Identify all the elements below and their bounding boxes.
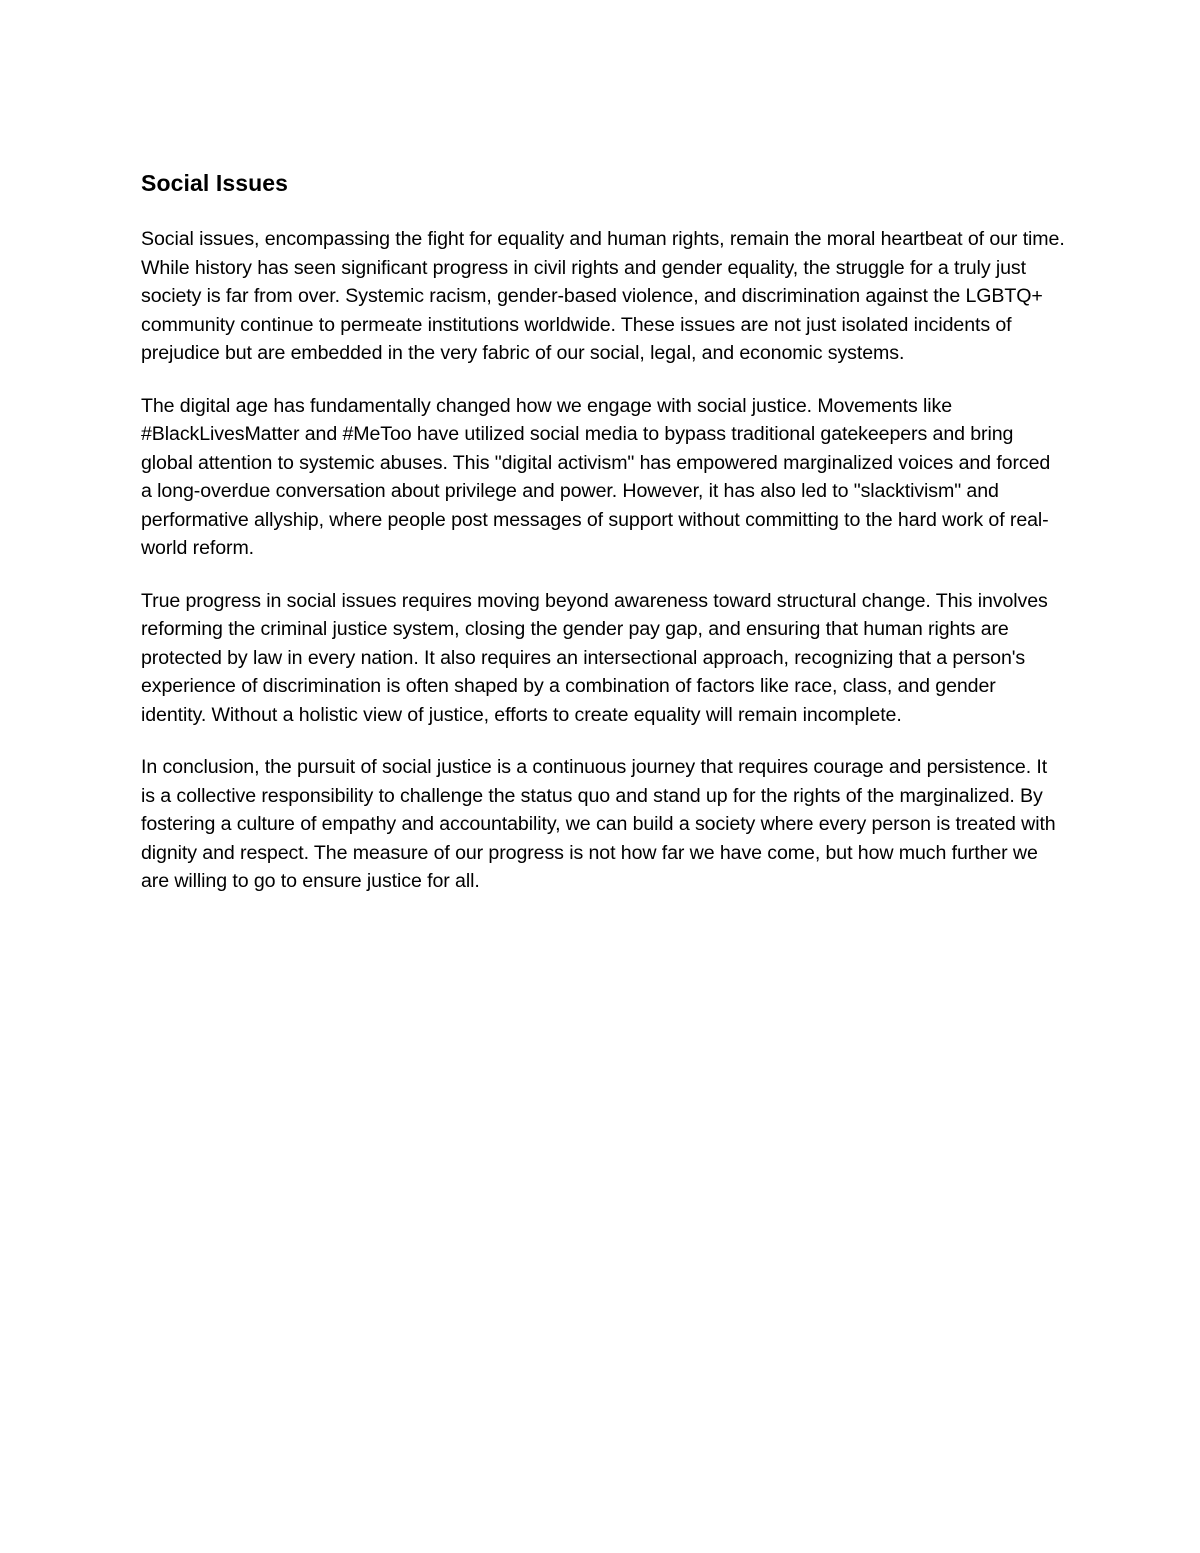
paragraph-digital-age: The digital age has fundamentally changed how we engage with social justice. Movements like #BlackLivesMatter and #MeToo have utilized social media to bypass traditional gatekeepers and bring global attention to systemic abuses. This "digital activism" has empowered marginalized voices and forced a long-overdue conversation about privilege and power. However, it has also led to "slacktivism" and performative allyship, where people post messages of support without committing to the hard work of real-world reform. (141, 394, 1051, 559)
document-body (141, 225, 1066, 896)
paragraph-conclusion: In conclusion, the pursuit of social justice is a continuous journey that requires courage and persistence. It is a collective responsibility to challenge the status quo and stand up for the rights of the marginalized. By fostering a culture of empathy and accountability, we can build a society where every person is treated with dignity and respect. The measure of our progress is not how far we have come, but how much further we are willing to go to ensure justice for all. (141, 756, 1056, 892)
paragraph-structural-change: True progress in social issues requires moving beyond awareness toward structural change. This involves reforming the criminal justice system, closing the gender pay gap, and ensuring that human rights are protected by law in every nation. It also requires an intersectional approach, recognizing that a person's experience of discrimination is often shaped by a combination of factors like race, class, and gender identity. Without a holistic view of justice, efforts to create equality will remain incomplete. (141, 589, 1048, 726)
document-content (141, 168, 1066, 920)
document-title: Social Issues (141, 170, 289, 196)
paragraph-intro: Social issues, encompassing the fight for equality and human rights, remain the moral heartbeat of our time. While history has seen significant progress in civil rights and gender equality, the struggle for a truly just society is far from over. Systemic racism, gender-based violence, and discrimination against the LGBTQ+ community continue to permeate institutions worldwide. These issues are not just isolated incidents of prejudice but are embedded in the very fabric of our social, legal, and economic systems. (141, 228, 1065, 364)
